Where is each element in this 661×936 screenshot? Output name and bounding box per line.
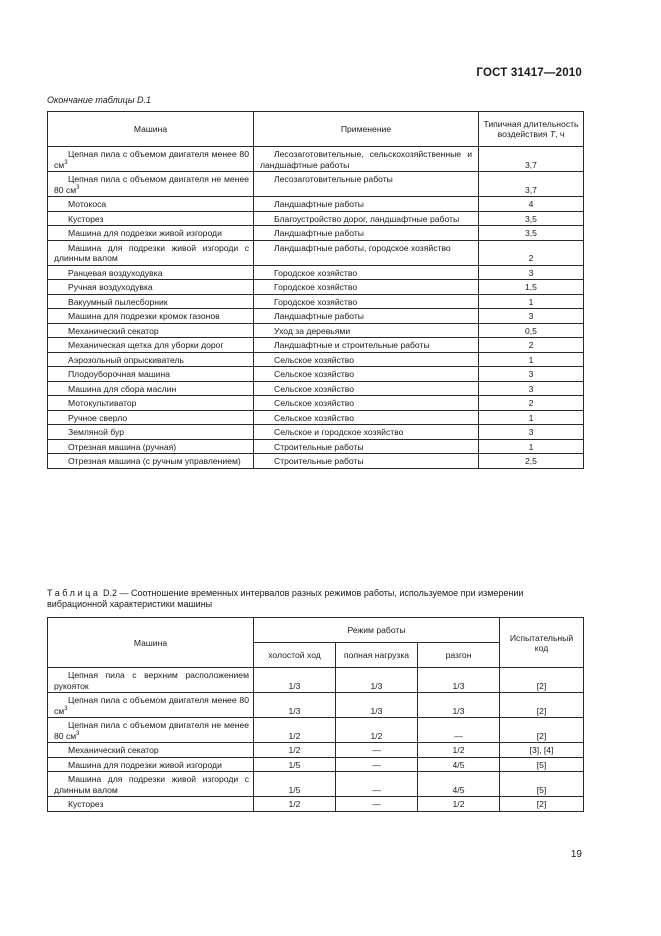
cell-test-code: [2]	[500, 668, 584, 693]
cell-machine	[48, 197, 254, 212]
machine-name: Мотокоса	[68, 199, 107, 209]
standard-number: ГОСТ 31417—2010	[476, 67, 582, 79]
cell-full-load: 1/2	[336, 718, 418, 743]
table-row	[48, 693, 584, 718]
machine-name: Машина для подрезки кромок газонов	[68, 311, 220, 321]
cell-racing: —	[418, 718, 500, 743]
cell-machine	[48, 381, 254, 396]
cell-duration: 1,5	[479, 280, 584, 295]
cell-application: Городское хозяйство	[254, 265, 479, 280]
unit-exponent: 3	[76, 730, 80, 737]
table-row	[48, 757, 584, 772]
cell-test-code: [2]	[500, 693, 584, 718]
header-racing: разгон	[418, 643, 500, 668]
cell-machine	[48, 454, 254, 469]
header-duration: Типичная длительность воздействия T, ч	[479, 112, 584, 147]
cell-application: Городское хозяйство	[254, 280, 479, 295]
machine-name: Цепная пила с объемом двигателя менее 80 см	[54, 695, 249, 716]
cell-application: Сельское хозяйство	[254, 367, 479, 382]
cell-full-load: 1/3	[336, 693, 418, 718]
cell-application: Городское хозяйство	[254, 294, 479, 309]
cell-full-load: —	[336, 757, 418, 772]
cell-test-code: [2]	[500, 797, 584, 812]
cell-application: Сельское хозяйство	[254, 410, 479, 425]
unit-exponent: 3	[64, 159, 68, 166]
header-application: Применение	[254, 112, 479, 147]
cell-duration: 2	[479, 338, 584, 353]
cell-duration: 1	[479, 410, 584, 425]
cell-racing: 1/2	[418, 743, 500, 758]
cell-duration: 1	[479, 439, 584, 454]
table-row	[48, 352, 584, 367]
cell-test-code: [5]	[500, 772, 584, 797]
cell-duration: 3	[479, 381, 584, 396]
cell-application: Ландшафтные работы	[254, 197, 479, 212]
header-machine: Машина	[48, 618, 254, 668]
machine-name: Кусторез	[68, 213, 104, 224]
table-row	[48, 396, 584, 411]
cell-idle: 1/2	[254, 718, 336, 743]
cell-machine	[48, 280, 254, 295]
header-idle: холостой ход	[254, 643, 336, 668]
cell-racing: 1/3	[418, 693, 500, 718]
table-row	[48, 772, 584, 797]
cell-application: Лесозаготовительные, сельскохозяйственные и ландшафтные работы	[254, 147, 479, 172]
cell-duration: 3,5	[479, 211, 584, 226]
cell-application: Ландшафтные и строительные работы	[254, 338, 479, 353]
machine-name: Механический секатор	[68, 325, 159, 336]
cell-full-load: —	[336, 772, 418, 797]
table-row	[48, 309, 584, 324]
machine-name: Цепная пила с объемом двигателя не менее 80 см	[54, 720, 249, 741]
table-header-row	[48, 112, 584, 147]
cell-machine	[48, 668, 254, 693]
cell-racing: 1/3	[418, 668, 500, 693]
table-row	[48, 338, 584, 353]
cell-machine	[48, 743, 254, 758]
cell-application: Уход за деревьями	[254, 323, 479, 338]
cell-machine	[48, 797, 254, 812]
table-row	[48, 172, 584, 197]
cell-application: Сельское хозяйство	[254, 352, 479, 367]
machine-name: Цепная пила с объемом двигателя менее 80 см	[54, 149, 249, 170]
table-row	[48, 454, 584, 469]
table-row	[48, 668, 584, 693]
cell-idle: 1/5	[254, 772, 336, 797]
machine-name: Отрезная машина (с ручным управлением)	[68, 456, 241, 466]
machine-name: Плодоуборочная машина	[68, 369, 170, 379]
machine-name: Кусторез	[68, 799, 104, 809]
machine-name: Ручная воздуходувка	[68, 282, 153, 292]
table-row	[48, 240, 584, 265]
cell-idle: 1/2	[254, 797, 336, 812]
table-row	[48, 280, 584, 295]
cell-duration: 3,7	[479, 147, 584, 172]
cell-duration: 2,5	[479, 454, 584, 469]
machine-name: Мотокультиватор	[68, 398, 137, 408]
cell-full-load: 1/3	[336, 668, 418, 693]
table-d2	[47, 617, 584, 812]
table-row	[48, 323, 584, 338]
cell-duration: 3	[479, 265, 584, 280]
cell-application: Благоустройство дорог, ландшафтные работы	[254, 211, 479, 226]
cell-test-code: [3], [4]	[500, 743, 584, 758]
table-row	[48, 410, 584, 425]
table-row	[48, 425, 584, 440]
cell-application: Ландшафтные работы	[254, 309, 479, 324]
cell-duration: 2	[479, 240, 584, 265]
page-number: 19	[570, 849, 582, 860]
machine-name: Ручное сверло	[68, 412, 128, 423]
cell-application: Строительные работы	[254, 454, 479, 469]
table-row	[48, 718, 584, 743]
cell-application: Ландшафтные работы, городское хозяйство	[254, 240, 479, 265]
cell-duration: 3	[479, 367, 584, 382]
cell-machine	[48, 338, 254, 353]
table-row	[48, 797, 584, 812]
table-d1	[47, 111, 584, 469]
cell-application: Лесозаготовительные работы	[254, 172, 479, 197]
machine-name: Механический секатор	[68, 745, 159, 755]
cell-machine	[48, 211, 254, 226]
table-row	[48, 197, 584, 212]
machine-name: Машина для подрезки живой изгороди	[68, 228, 222, 238]
machine-name: Механическая щетка для уборки дорог	[68, 340, 224, 350]
cell-duration: 3	[479, 309, 584, 324]
header-full-load: полная нагрузка	[336, 643, 418, 668]
unit-exponent: 3	[76, 184, 80, 191]
cell-machine	[48, 172, 254, 197]
cell-racing: 1/2	[418, 797, 500, 812]
cell-machine	[48, 265, 254, 280]
cell-machine	[48, 757, 254, 772]
header-mode: Режим работы	[254, 618, 500, 643]
cell-machine	[48, 425, 254, 440]
machine-name: Земляной бур	[68, 427, 124, 437]
cell-machine	[48, 309, 254, 324]
cell-duration: 0,5	[479, 323, 584, 338]
cell-duration: 3	[479, 425, 584, 440]
table-row	[48, 294, 584, 309]
cell-application: Сельское хозяйство	[254, 396, 479, 411]
machine-name: Вакуумный пылесборник	[68, 296, 168, 307]
machine-name: Машина для подрезки живой изгороди	[68, 759, 222, 770]
table-row	[48, 226, 584, 241]
unit-exponent: 3	[64, 705, 68, 712]
cell-duration: 1	[479, 352, 584, 367]
table-row	[48, 381, 584, 396]
cell-full-load: —	[336, 797, 418, 812]
cell-machine	[48, 226, 254, 241]
cell-machine	[48, 323, 254, 338]
header-machine: Машина	[48, 112, 254, 147]
cell-machine	[48, 294, 254, 309]
cell-test-code: [5]	[500, 757, 584, 772]
table-row	[48, 439, 584, 454]
cell-racing: 4/5	[418, 757, 500, 772]
cell-duration: 3,5	[479, 226, 584, 241]
cell-duration: 4	[479, 197, 584, 212]
machine-name: Машина для подрезки живой изгороди с длинным валом	[54, 242, 249, 263]
machine-name: Ранцевая воздуходувка	[68, 267, 163, 278]
cell-machine	[48, 147, 254, 172]
table1-caption: Окончание таблицы D.1	[47, 95, 151, 105]
table2-caption: Таблица D.2 — Соотношение временных интервалов разных режимов работы, используемое при измерении вибрационной характеристики машины	[47, 588, 524, 609]
table-row	[48, 367, 584, 382]
cell-application: Ландшафтные работы	[254, 226, 479, 241]
cell-duration: 3,7	[479, 172, 584, 197]
cell-machine	[48, 439, 254, 454]
cell-machine	[48, 352, 254, 367]
cell-full-load: —	[336, 743, 418, 758]
table-row	[48, 211, 584, 226]
cell-machine	[48, 718, 254, 743]
cell-idle: 1/3	[254, 693, 336, 718]
cell-machine	[48, 772, 254, 797]
cell-test-code: [2]	[500, 718, 584, 743]
machine-name: Машина для подрезки живой изгороди с длинным валом	[54, 774, 249, 795]
cell-idle: 1/3	[254, 668, 336, 693]
table-row	[48, 743, 584, 758]
machine-name: Аэрозольный опрыскиватель	[68, 354, 184, 365]
cell-idle: 1/2	[254, 743, 336, 758]
machine-name: Машина для сбора маслин	[68, 383, 177, 394]
cell-racing: 4/5	[418, 772, 500, 797]
table-row	[48, 265, 584, 280]
cell-application: Строительные работы	[254, 439, 479, 454]
cell-idle: 1/5	[254, 757, 336, 772]
cell-application: Сельское и городское хозяйство	[254, 425, 479, 440]
cell-machine	[48, 396, 254, 411]
cell-duration: 1	[479, 294, 584, 309]
table-header-row	[48, 618, 584, 643]
machine-name: Цепная пила с верхним расположением рукояток	[54, 670, 249, 691]
cell-machine	[48, 367, 254, 382]
header-test-code: Испытательный код	[500, 618, 584, 668]
machine-name: Цепная пила с объемом двигателя не менее 80 см	[54, 174, 249, 195]
cell-machine	[48, 693, 254, 718]
cell-application: Сельское хозяйство	[254, 381, 479, 396]
cell-machine	[48, 240, 254, 265]
table-row	[48, 147, 584, 172]
machine-name: Отрезная машина (ручная)	[68, 441, 177, 452]
cell-machine	[48, 410, 254, 425]
cell-duration: 2	[479, 396, 584, 411]
